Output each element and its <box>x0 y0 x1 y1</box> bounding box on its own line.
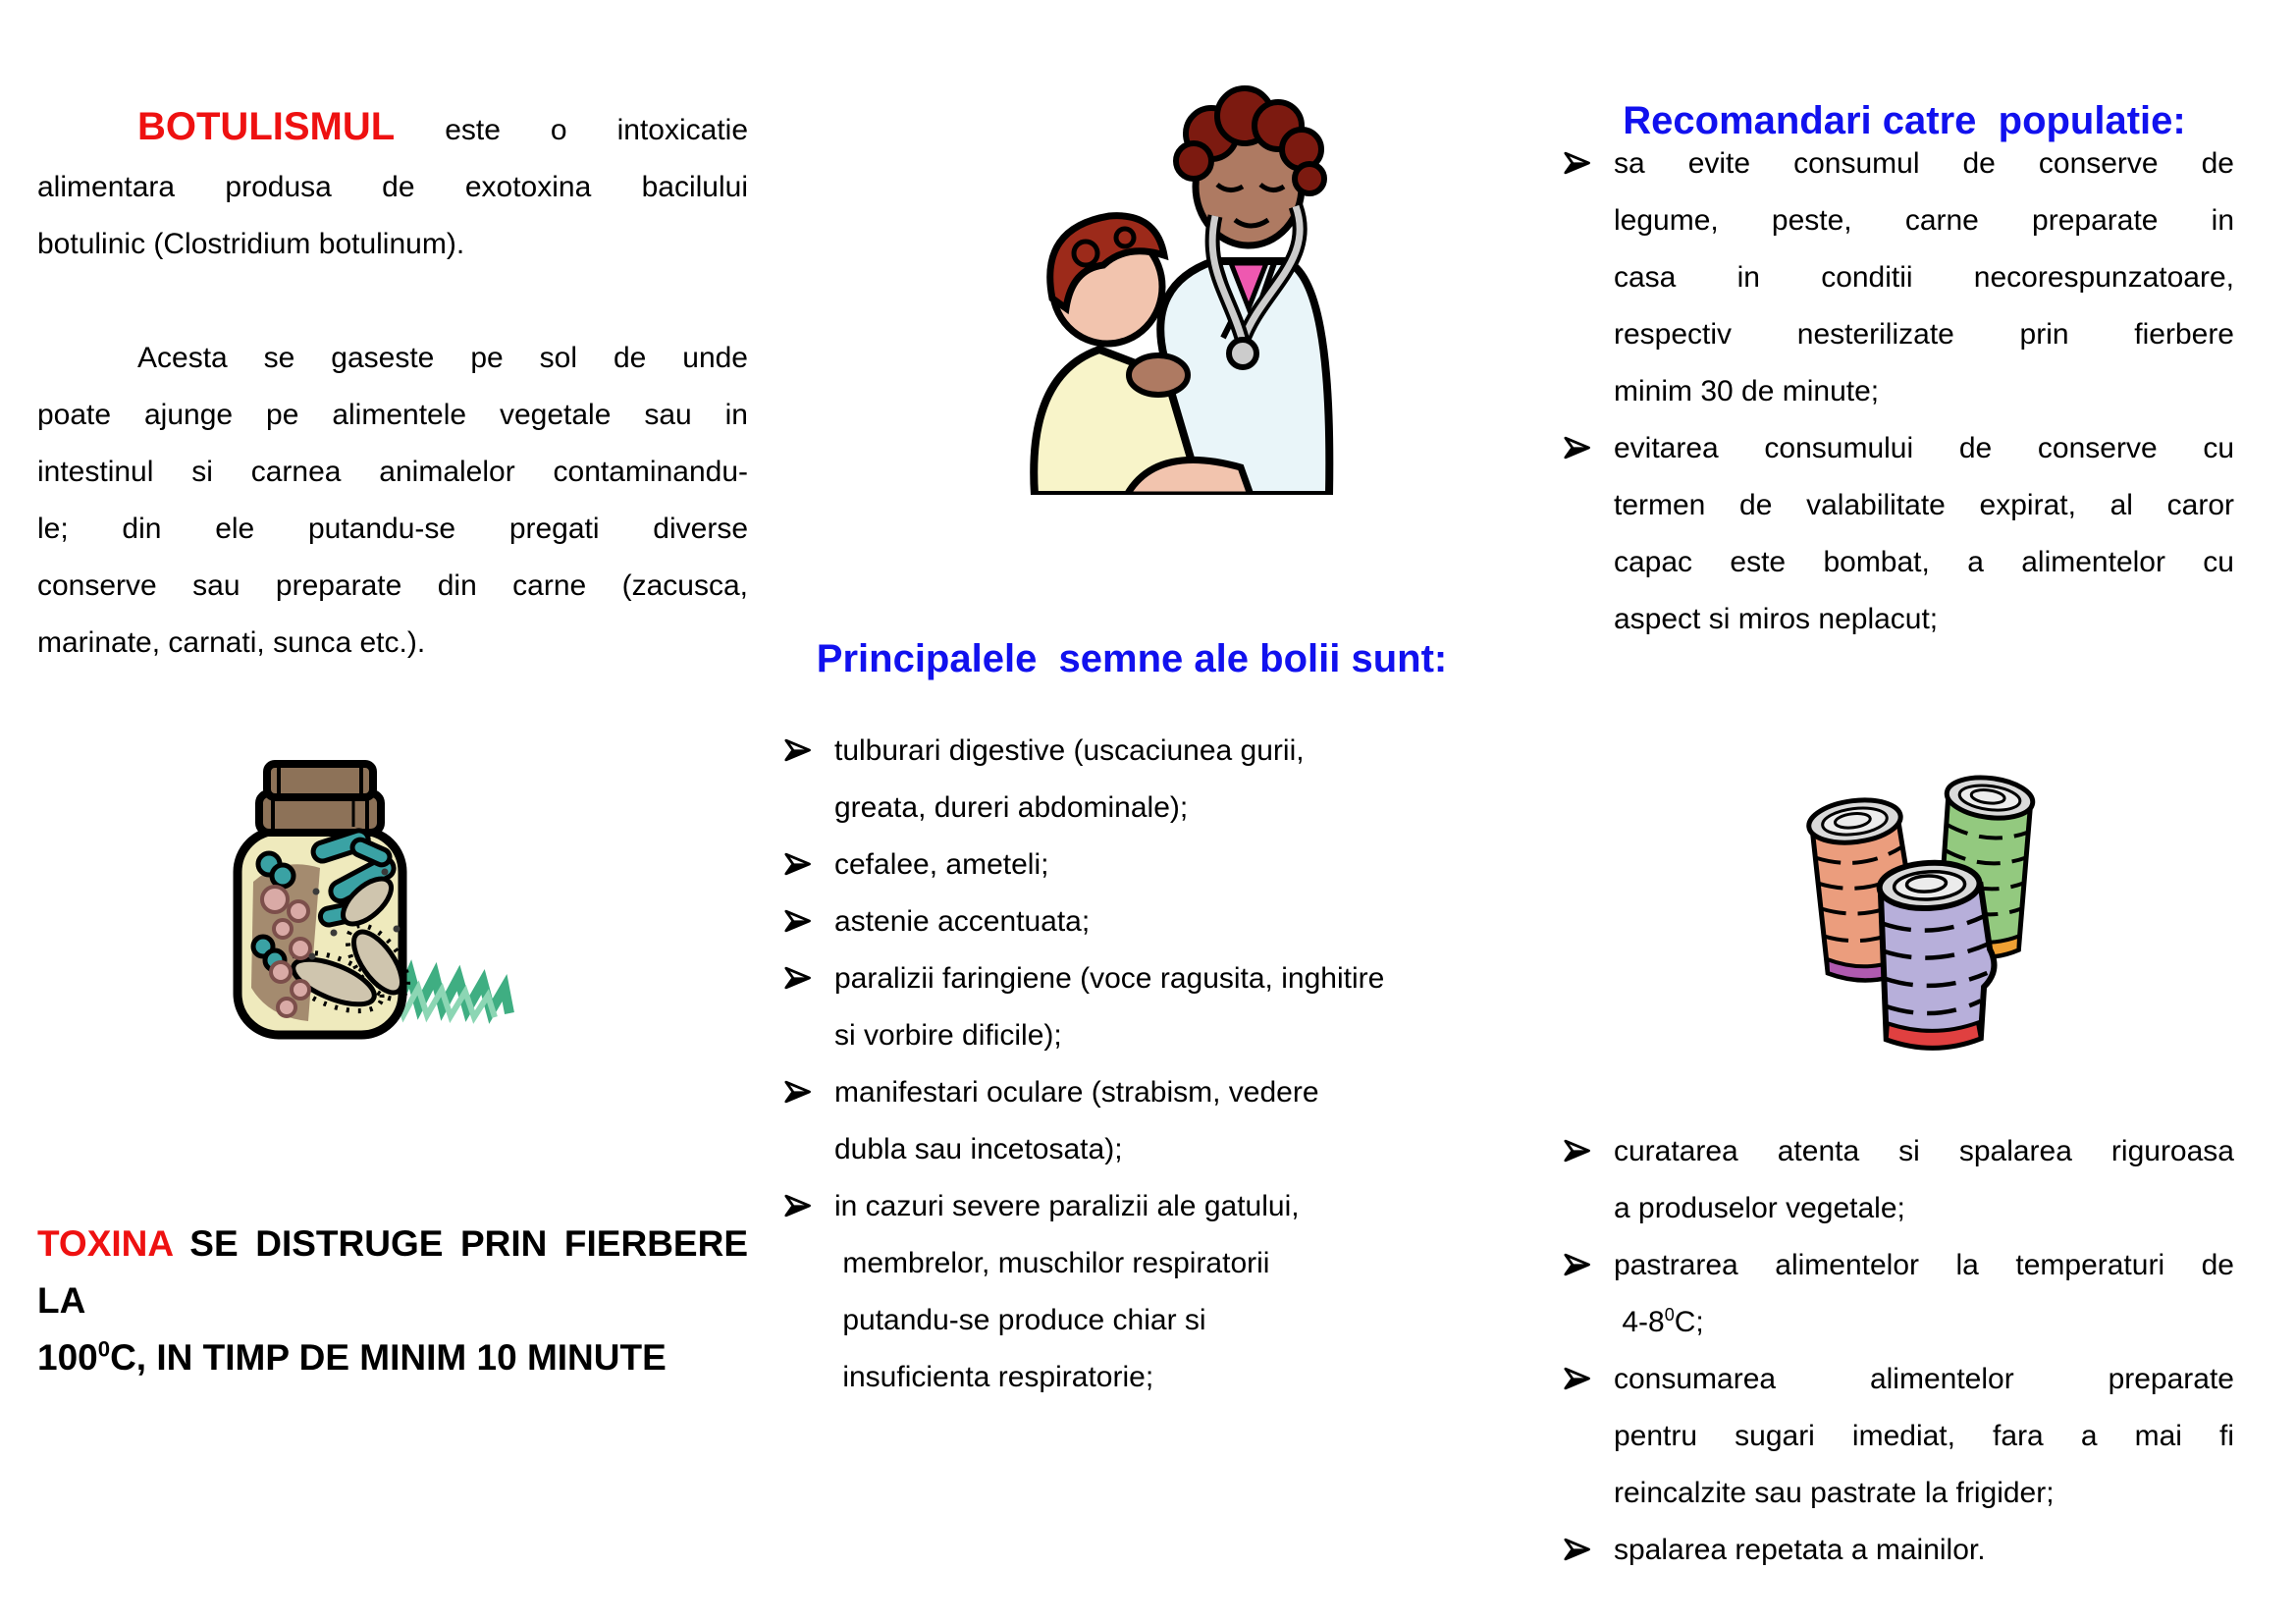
dented-cans-graphic <box>1802 742 2052 1060</box>
list-item: paralizii faringiene (voce ragusita, inghitire si vorbire dificile); <box>783 950 1478 1064</box>
intro-paragraph: BOTULISMUL este o intoxicatie alimentara produsa de exotoxina bacilului botulinic (Clostridium botulinum). <box>37 105 748 260</box>
purple-bulged-can-shape <box>1877 860 1998 1051</box>
list-item: tulburari digestive (uscaciunea gurii, greata, dureri abdominale); <box>783 723 1478 837</box>
list-item: cefalee, ameteli; <box>783 837 1478 893</box>
arrowhead-bullet-icon <box>1563 135 1614 177</box>
arrowhead-bullet-icon <box>1563 420 1614 461</box>
arrowhead-bullet-icon <box>1563 1522 1614 1563</box>
arrowhead-bullet-icon <box>1563 1351 1614 1392</box>
list-item: evitarea consumului de conserve cu termen de valabilitate expirat, al caror capac este bombat, a alimentelor cu aspect si miros neplacut; <box>1563 420 2234 648</box>
list-item: consumarea alimentelor preparate pentru sugari imediat, fara a mai fi reincalzite sau pastrate la frigider; <box>1563 1351 2234 1522</box>
dented-cans-illustration <box>1802 742 2052 1060</box>
list-item: pastrarea alimentelor la temperaturi de $4-8^0C$; <box>1563 1237 2234 1351</box>
jar-bacteria-illustration <box>218 754 517 1049</box>
symptoms-heading: Principalele semne ale bolii sunt: <box>816 637 1448 681</box>
recommendations-list-bottom <box>1563 1123 2234 1579</box>
arrowhead-bullet-icon <box>1563 1237 1614 1278</box>
symptoms-list <box>783 723 1478 1406</box>
arrowhead-bullet-icon <box>1563 1123 1614 1164</box>
recommendations-list-top <box>1563 135 2234 648</box>
toxin-warning: TOXINA SE DISTRUGE PRIN FIERBERE LA $100^0C$, IN TIMP DE MINIM 10 MINUTE <box>37 1223 748 1378</box>
arrowhead-bullet-icon <box>783 1178 834 1219</box>
list-item: spalarea repetata a mainilor. <box>1563 1522 2234 1579</box>
jar-bacteria-graphic <box>218 754 517 1049</box>
list-item: manifestari oculare (strabism, vedere dubla sau incetosata); <box>783 1064 1478 1178</box>
doctor-child-illustration <box>1009 51 1335 495</box>
source-paragraph: Acesta se gaseste pe sol de unde poate ajunge pe alimentele vegetale sau in intestinul si carnea animalelor contaminandu- le; din ele putandu-se pregati diverse conserve sau preparate din carne (zacusca, marinate, carnati, sunca etc.). <box>37 342 748 659</box>
doctor-hand-shape <box>1129 355 1188 395</box>
doctor-child-graphic <box>1009 51 1335 495</box>
list-item: curatarea atenta si spalarea riguroasa a produselor vegetale; <box>1563 1123 2234 1237</box>
arrowhead-bullet-icon <box>783 950 834 992</box>
recommendations-heading: Recomandari catre populatie: <box>1623 99 2186 143</box>
list-item: astenie accentuata; <box>783 893 1478 950</box>
arrowhead-bullet-icon <box>783 1064 834 1106</box>
arrowhead-bullet-icon <box>783 837 834 878</box>
arrowhead-bullet-icon <box>783 723 834 764</box>
arrowhead-bullet-icon <box>783 893 834 935</box>
list-item: in cazuri severe paralizii ale gatului, membrelor, muschilor respiratorii putandu-se produce chiar si insuficienta respiratorie; <box>783 1178 1478 1406</box>
list-item: sa evite consumul de conserve de legume, peste, carne preparate in casa in conditii necorespunzatoare, respectiv nesterilizate prin fierbere minim 30 de minute; <box>1563 135 2234 420</box>
